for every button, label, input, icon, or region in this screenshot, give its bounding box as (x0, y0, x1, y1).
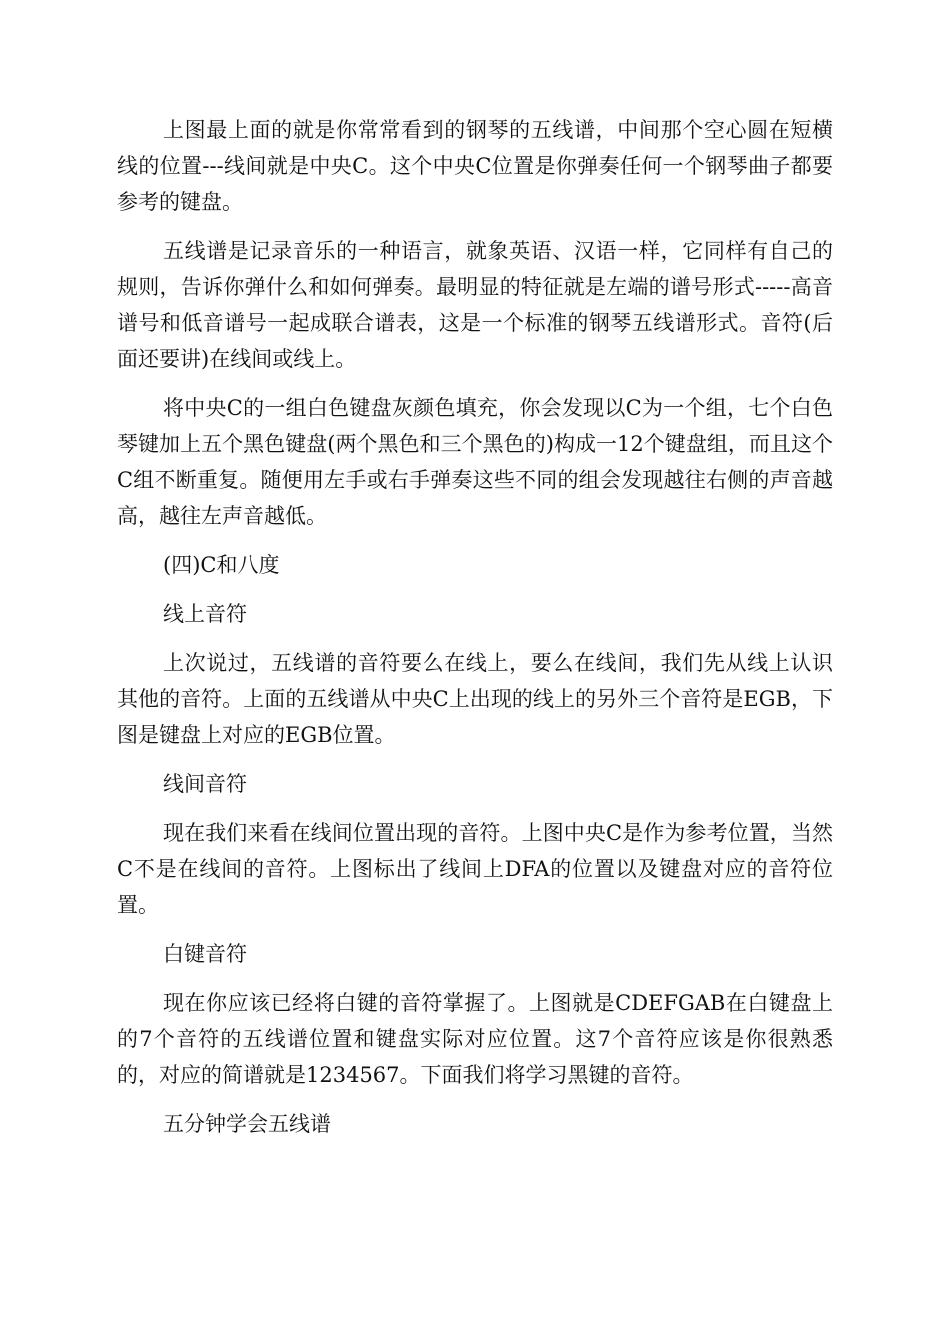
section-heading: (四)C和八度 (163, 553, 280, 577)
paragraph: 上次说过，五线谱的音符要么在线上，要么在线间，我们先从线上认识其他的音符。上面的五线谱从中央C上出现的线上的另外三个音符是EGB，下图是键盘上对应的EGB位置。 (117, 651, 833, 747)
paragraph: 现在我们来看在线间位置出现的音符。上图中央C是作为参考位置，当然C不是在线间的音符。上图标出了线间上DFA的位置以及键盘对应的音符位置。 (117, 821, 833, 917)
section-heading: 线上音符 (163, 602, 247, 626)
paragraph: 五线谱是记录音乐的一种语言，就象英语、汉语一样，它同样有自己的规则，告诉你弹什么和如何弹奏。最明显的特征就是左端的谱号形式-----高音谱号和低音谱号一起成联合谱表，这是一个标准的钢琴五线谱形式。音符(后面还要讲)在线间或线上。 (117, 239, 833, 371)
document-page (117, 112, 833, 1155)
paragraph: 将中央C的一组白色键盘灰颜色填充，你会发现以C为一个组，七个白色琴键加上五个黑色键盘(两个黑色和三个黑色的)构成一12个键盘组，而且这个C组不断重复。随便用左手或右手弹奏这些不同的组会发现越往右侧的声音越高，越往左声音越低。 (117, 396, 833, 528)
section-heading: 五分钟学会五线谱 (163, 1112, 331, 1136)
section-heading: 白键音符 (163, 942, 247, 966)
paragraph: 上图最上面的就是你常常看到的钢琴的五线谱，中间那个空心圆在短横线的位置---线间就是中央C。这个中央C位置是你弹奏任何一个钢琴曲子都要参考的键盘。 (117, 118, 833, 214)
section-heading: 线间音符 (163, 772, 247, 796)
paragraph: 现在你应该已经将白键的音符掌握了。上图就是CDEFGAB在白键盘上的7个音符的五线谱位置和键盘实际对应位置。这7个音符应该是你很熟悉的，对应的简谱就是1234567。下面我们将学习黑键的音符。 (117, 991, 833, 1087)
